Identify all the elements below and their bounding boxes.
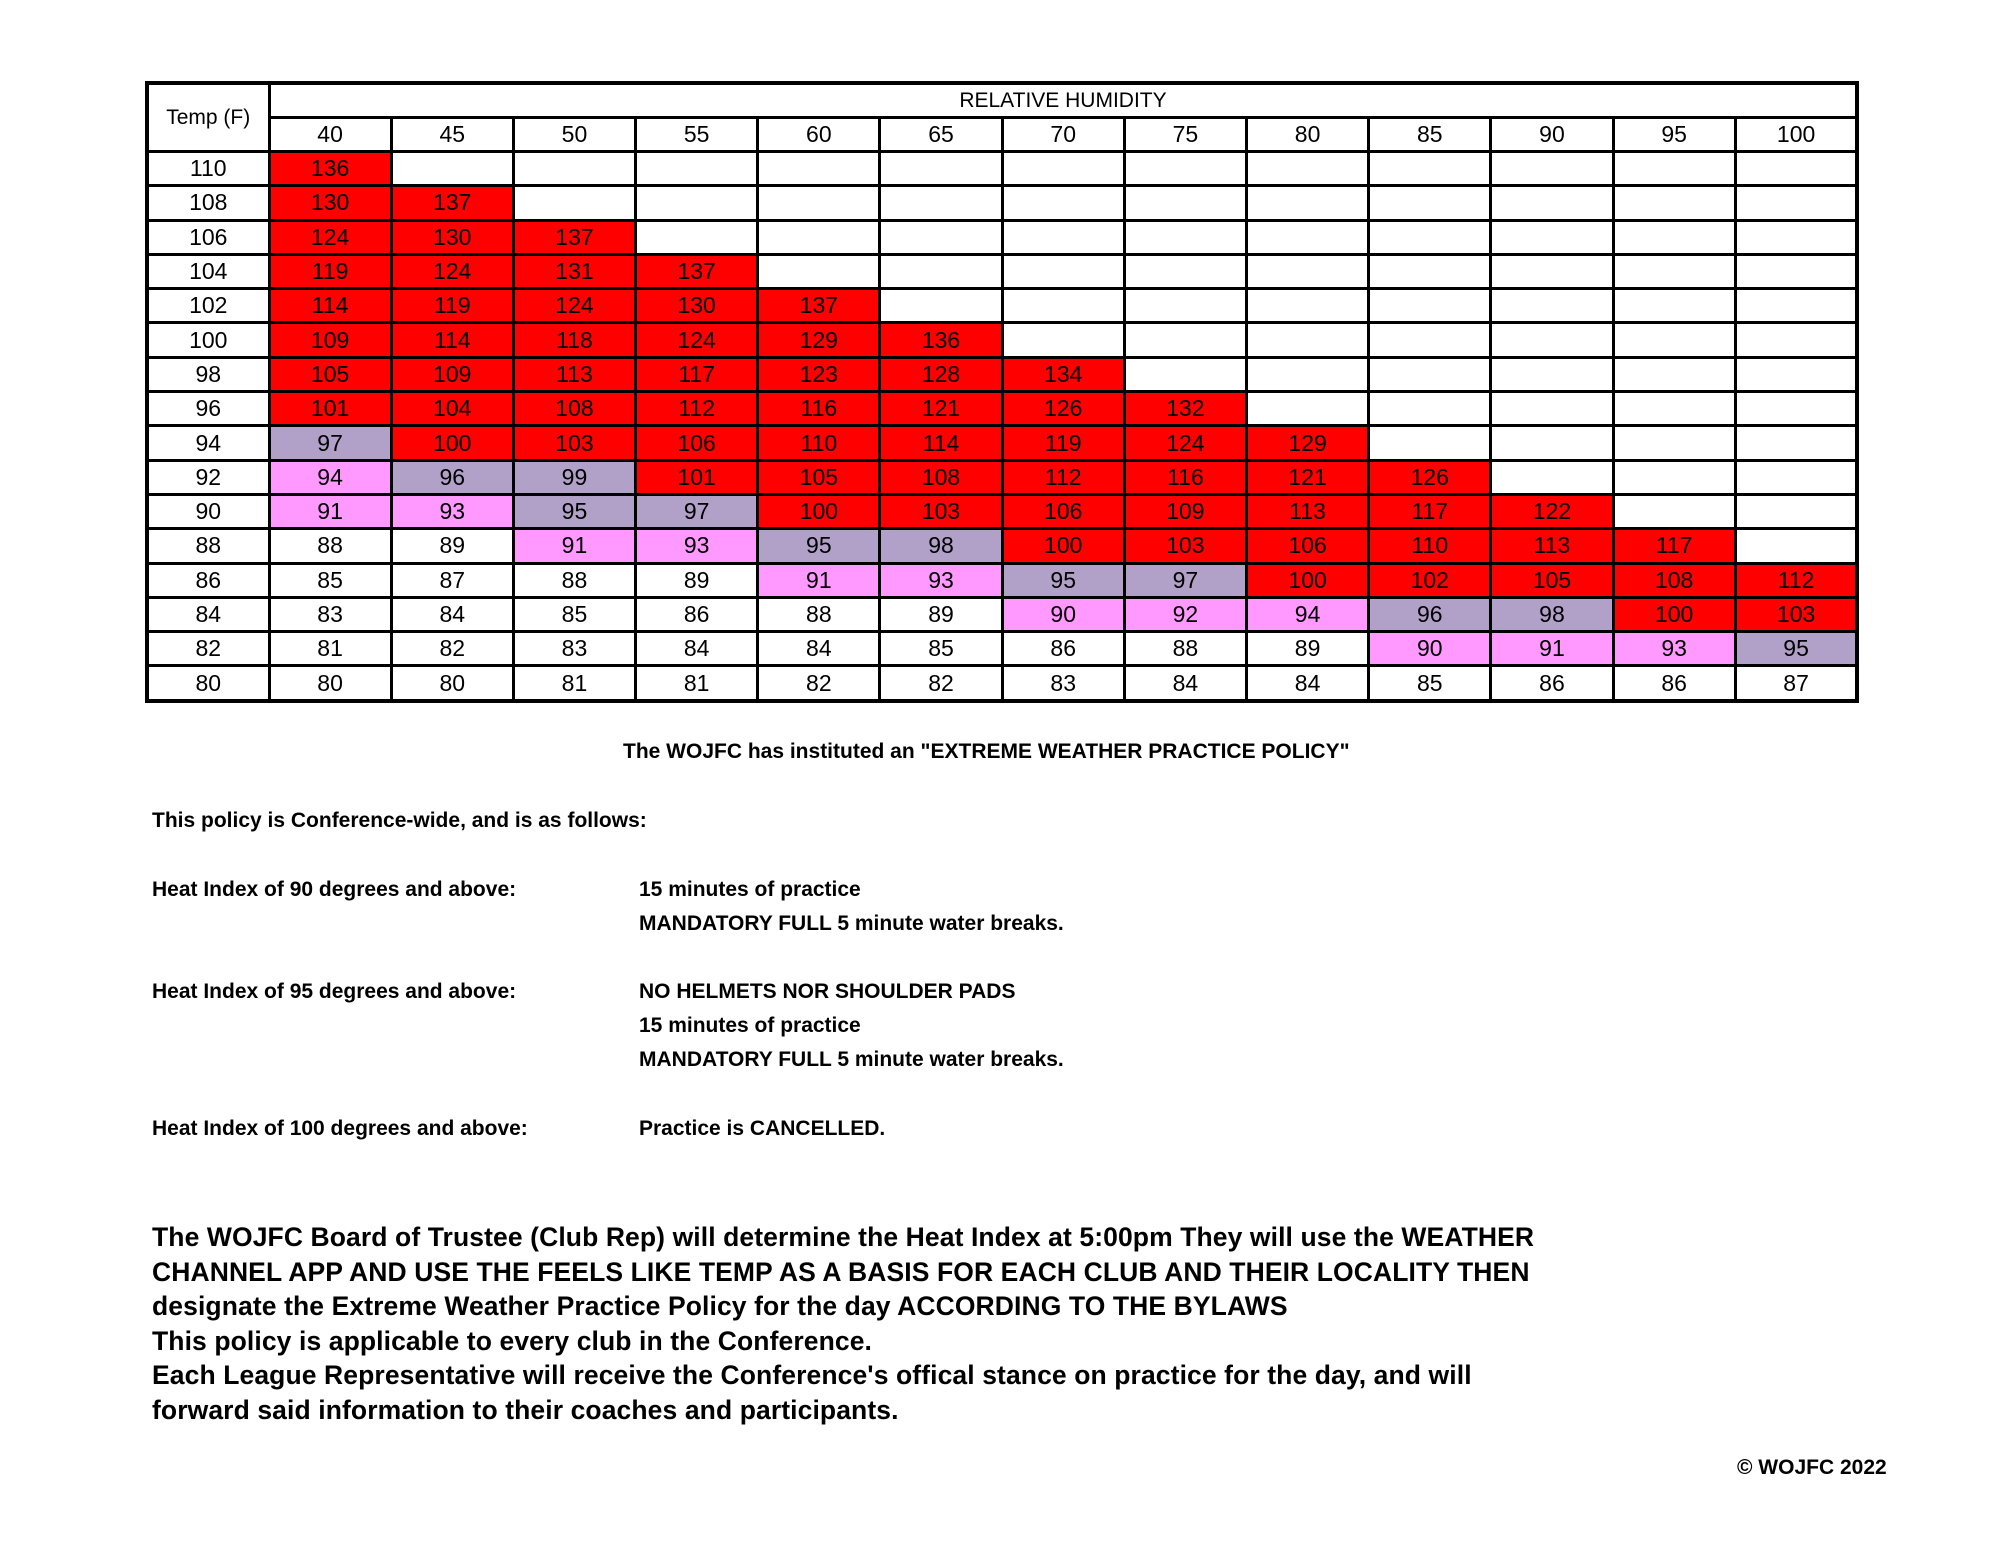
heat-index-cell: 124 [636,323,758,357]
notice-line: CHANNEL APP AND USE THE FEELS LIKE TEMP AS A BASIS FOR EACH CLUB AND THEIR LOCALITY THEN [152,1257,1530,1287]
heat-index-cell: 110 [758,426,880,460]
heat-index-cell [1124,357,1246,391]
heat-index-cell [1124,186,1246,220]
humidity-header-cell: 55 [636,118,758,152]
heat-index-cell: 113 [1491,529,1613,563]
heat-index-cell: 108 [1613,563,1735,597]
humidity-header-cell: 70 [1002,118,1124,152]
heat-index-cell [880,289,1002,323]
heat-index-cell: 112 [1002,460,1124,494]
heat-index-cell: 97 [269,426,391,460]
heat-index-cell [1613,460,1735,494]
notice-line: forward said information to their coaches and participants. [152,1395,899,1425]
heat-index-cell: 112 [1735,563,1857,597]
heat-index-cell: 89 [636,563,758,597]
heat-index-cell [1491,220,1613,254]
humidity-header-cell: 75 [1124,118,1246,152]
humidity-header-cell: 65 [880,118,1002,152]
heat-index-cell: 114 [391,323,513,357]
heat-index-cell: 123 [758,357,880,391]
heat-index-cell [1369,220,1491,254]
heat-index-cell: 102 [1369,563,1491,597]
level-95-label: Heat Index of 95 degrees and above: [152,980,517,1003]
heat-index-cell: 97 [1124,563,1246,597]
heat-index-cell: 131 [513,254,635,288]
heat-index-cell: 103 [513,426,635,460]
humidity-header-cell: 95 [1613,118,1735,152]
heat-index-cell: 116 [1124,460,1246,494]
heat-index-cell [1613,323,1735,357]
heat-index-cell: 122 [1491,494,1613,528]
heat-index-cell [1735,186,1857,220]
heat-index-cell [636,220,758,254]
heat-index-cell [1247,152,1369,186]
temp-cell: 86 [147,563,269,597]
temp-cell: 80 [147,666,269,701]
heat-index-cell [1369,357,1491,391]
heat-index-cell: 82 [880,666,1002,701]
heat-index-cell [1613,152,1735,186]
level-95-action: NO HELMETS NOR SHOULDER PADS [639,980,1016,1003]
heat-index-cell [1002,186,1124,220]
humidity-header-cell: 100 [1735,118,1857,152]
heat-index-cell: 85 [269,563,391,597]
heat-index-cell: 137 [391,186,513,220]
heat-index-cell [1735,152,1857,186]
heat-index-cell: 126 [1369,460,1491,494]
heat-index-cell [1491,323,1613,357]
heat-index-cell: 114 [880,426,1002,460]
heat-index-cell [1247,323,1369,357]
heat-index-cell: 119 [269,254,391,288]
heat-index-cell: 104 [391,392,513,426]
heat-index-cell: 106 [1247,529,1369,563]
heat-index-cell: 80 [391,666,513,701]
heat-index-cell: 82 [758,666,880,701]
heat-index-cell: 88 [513,563,635,597]
heat-index-cell: 88 [758,597,880,631]
heat-index-cell: 130 [391,220,513,254]
heat-index-cell [1735,220,1857,254]
heat-index-cell [758,152,880,186]
table-row [147,289,1857,323]
humidity-header-cell: 50 [513,118,635,152]
heat-index-cell: 100 [1613,597,1735,631]
notice-line: designate the Extreme Weather Practice Policy for the day ACCORDING TO THE BYLAWS [152,1291,1288,1321]
heat-index-cell [1491,357,1613,391]
heat-index-cell [1247,186,1369,220]
heat-index-cell [636,152,758,186]
heat-index-cell [1002,323,1124,357]
heat-index-cell: 130 [269,186,391,220]
heat-index-cell [1369,186,1491,220]
heat-index-cell [1735,426,1857,460]
heat-index-cell: 83 [1002,666,1124,701]
heat-index-cell: 119 [391,289,513,323]
heat-index-cell: 91 [269,494,391,528]
table-row [147,460,1857,494]
heat-index-cell: 101 [636,460,758,494]
heat-index-cell: 103 [880,494,1002,528]
heat-index-cell [1735,289,1857,323]
heat-index-cell: 132 [1124,392,1246,426]
heat-index-cell [1735,323,1857,357]
heat-index-cell: 100 [1002,529,1124,563]
heat-index-cell [1124,220,1246,254]
humidity-header-cell: 85 [1369,118,1491,152]
level-90-action: 15 minutes of practice [639,878,861,901]
heat-index-cell: 88 [269,529,391,563]
heat-index-cell [1735,254,1857,288]
heat-index-cell [758,254,880,288]
table-row [147,186,1857,220]
heat-index-cell [1247,392,1369,426]
temp-cell: 104 [147,254,269,288]
heat-index-cell [1491,186,1613,220]
heat-index-cell [1002,289,1124,323]
heat-index-cell [1491,152,1613,186]
heat-index-cell: 113 [1247,494,1369,528]
heat-index-cell: 81 [269,632,391,666]
heat-index-cell: 137 [636,254,758,288]
table-row [147,494,1857,528]
level-90-label: Heat Index of 90 degrees and above: [152,878,517,901]
heat-index-cell: 103 [1735,597,1857,631]
heat-index-cell: 83 [513,632,635,666]
heat-index-cell: 103 [1124,529,1246,563]
heat-index-cell: 106 [636,426,758,460]
heat-index-cell: 119 [1002,426,1124,460]
heat-index-cell [758,186,880,220]
heat-index-cell: 91 [1491,632,1613,666]
temp-cell: 94 [147,426,269,460]
heat-index-cell: 95 [513,494,635,528]
heat-index-cell [880,186,1002,220]
level-95-action: MANDATORY FULL 5 minute water breaks. [639,1048,1064,1071]
heat-index-cell: 137 [513,220,635,254]
heat-index-cell [1124,323,1246,357]
table-row [147,529,1857,563]
heat-index-cell [1247,357,1369,391]
heat-index-cell: 129 [758,323,880,357]
heat-index-cell: 96 [1369,597,1491,631]
humidity-header-cell: 80 [1247,118,1369,152]
heat-index-cell: 126 [1002,392,1124,426]
table-row [147,392,1857,426]
heat-index-cell [1369,392,1491,426]
heat-index-cell: 116 [758,392,880,426]
heat-index-cell [1613,289,1735,323]
heat-index-cell [1735,357,1857,391]
heat-index-cell: 84 [1124,666,1246,701]
level-90-action: MANDATORY FULL 5 minute water breaks. [639,912,1064,935]
humidity-header-cell: 90 [1491,118,1613,152]
humidity-header-row [147,118,1857,152]
heat-index-cell: 91 [758,563,880,597]
heat-index-cell [1613,426,1735,460]
heat-index-cell [1369,254,1491,288]
heat-index-cell: 89 [880,597,1002,631]
temp-header: Temp (F) [147,83,269,152]
heat-index-cell: 85 [880,632,1002,666]
heat-index-cell [1735,494,1857,528]
heat-index-cell [391,152,513,186]
heat-index-cell: 128 [880,357,1002,391]
table-row [147,152,1857,186]
heat-index-cell: 93 [1613,632,1735,666]
heat-index-cell [880,254,1002,288]
heat-index-cell [1735,460,1857,494]
relative-humidity-header: RELATIVE HUMIDITY [269,83,1857,118]
temp-cell: 92 [147,460,269,494]
heat-index-cell: 117 [1369,494,1491,528]
heat-index-cell: 109 [1124,494,1246,528]
heat-index-cell: 108 [513,392,635,426]
heat-index-cell: 90 [1002,597,1124,631]
heat-index-cell: 84 [391,597,513,631]
notice-line: The WOJFC Board of Trustee (Club Rep) will determine the Heat Index at 5:00pm They will use the WEATHER [152,1222,1535,1252]
level-95-action: 15 minutes of practice [639,1014,861,1037]
table-row [147,323,1857,357]
heat-index-cell: 137 [758,289,880,323]
heat-index-table [145,81,1859,703]
table-row [147,563,1857,597]
heat-index-cell: 130 [636,289,758,323]
heat-index-cell [1491,254,1613,288]
policy-intro: This policy is Conference-wide, and is as follows: [152,809,647,832]
heat-index-cell [1735,529,1857,563]
heat-index-cell: 93 [391,494,513,528]
heat-index-cell: 98 [1491,597,1613,631]
heat-index-cell [1002,220,1124,254]
heat-index-cell: 83 [269,597,391,631]
notice-line: Each League Representative will receive the Conference's offical stance on practice for the day, and will [152,1360,1472,1390]
heat-index-cell: 81 [513,666,635,701]
table-row [147,220,1857,254]
heat-index-cell: 114 [269,289,391,323]
heat-index-cell: 95 [1735,632,1857,666]
heat-index-cell [880,220,1002,254]
heat-index-cell [758,220,880,254]
heat-index-cell [1369,323,1491,357]
heat-index-cell: 95 [1002,563,1124,597]
heat-index-cell: 124 [1124,426,1246,460]
table-row [147,632,1857,666]
heat-index-cell: 93 [880,563,1002,597]
heat-index-cell [1002,152,1124,186]
heat-index-cell [1613,357,1735,391]
heat-index-cell: 86 [1002,632,1124,666]
heat-index-cell: 85 [1369,666,1491,701]
temp-cell: 84 [147,597,269,631]
heat-index-cell [1613,254,1735,288]
heat-index-cell: 117 [1613,529,1735,563]
heat-index-cell [1491,392,1613,426]
heat-index-cell: 93 [636,529,758,563]
heat-index-cell: 124 [391,254,513,288]
heat-index-cell [1124,152,1246,186]
heat-index-cell: 136 [269,152,391,186]
heat-index-cell [513,186,635,220]
heat-index-cell: 98 [880,529,1002,563]
heat-index-cell: 91 [513,529,635,563]
heat-index-cell: 100 [391,426,513,460]
heat-index-cell: 96 [391,460,513,494]
table-row [147,254,1857,288]
temp-cell: 106 [147,220,269,254]
temp-cell: 102 [147,289,269,323]
temp-cell: 88 [147,529,269,563]
heat-index-cell [1613,392,1735,426]
heat-index-cell: 100 [1247,563,1369,597]
heat-index-cell: 89 [391,529,513,563]
heat-index-cell: 90 [1369,632,1491,666]
heat-index-cell [1613,186,1735,220]
heat-index-cell: 85 [513,597,635,631]
heat-index-cell: 84 [636,632,758,666]
heat-index-cell: 94 [1247,597,1369,631]
temp-cell: 90 [147,494,269,528]
heat-index-cell: 121 [1247,460,1369,494]
level-100-label: Heat Index of 100 degrees and above: [152,1117,528,1140]
humidity-header-cell: 40 [269,118,391,152]
policy-title: The WOJFC has instituted an "EXTREME WEATHER PRACTICE POLICY" [623,740,1350,763]
heat-index-cell: 101 [269,392,391,426]
heat-index-cell [636,186,758,220]
table-row [147,426,1857,460]
temp-cell: 82 [147,632,269,666]
heat-index-cell: 108 [880,460,1002,494]
heat-index-cell [1124,254,1246,288]
heat-index-cell [1124,289,1246,323]
copyright: © WOJFC 2022 [1737,1456,1887,1479]
heat-index-cell: 105 [1491,563,1613,597]
heat-index-cell [513,152,635,186]
heat-index-cell [1247,254,1369,288]
heat-index-cell: 99 [513,460,635,494]
temp-cell: 110 [147,152,269,186]
heat-index-cell: 87 [1735,666,1857,701]
heat-index-cell: 95 [758,529,880,563]
humidity-header-cell: 60 [758,118,880,152]
heat-index-cell [1613,220,1735,254]
heat-index-cell [1491,289,1613,323]
heat-index-cell [1369,289,1491,323]
notice-line: This policy is applicable to every club in the Conference. [152,1326,873,1356]
heat-index-cell [1247,220,1369,254]
heat-index-cell: 113 [513,357,635,391]
heat-index-cell [1491,426,1613,460]
heat-index-cell: 97 [636,494,758,528]
heat-index-cell: 86 [1491,666,1613,701]
heat-index-cell: 117 [636,357,758,391]
heat-index-cell: 106 [1002,494,1124,528]
heat-index-cell [1613,494,1735,528]
table-row [147,666,1857,701]
heat-index-cell: 129 [1247,426,1369,460]
heat-index-cell: 80 [269,666,391,701]
heat-index-cell: 136 [880,323,1002,357]
heat-index-cell: 134 [1002,357,1124,391]
heat-index-cell: 112 [636,392,758,426]
heat-index-cell: 88 [1124,632,1246,666]
heat-index-cell: 81 [636,666,758,701]
heat-index-cell [1002,254,1124,288]
heat-index-cell: 110 [1369,529,1491,563]
heat-index-cell [1491,460,1613,494]
heat-index-cell: 109 [269,323,391,357]
heat-index-cell: 86 [1613,666,1735,701]
heat-index-cell: 89 [1247,632,1369,666]
table-row [147,597,1857,631]
heat-index-cell: 124 [513,289,635,323]
heat-index-cell [1735,392,1857,426]
heat-index-cell: 84 [1247,666,1369,701]
heat-index-cell: 87 [391,563,513,597]
heat-index-cell: 105 [269,357,391,391]
heat-index-cell: 121 [880,392,1002,426]
heat-index-cell: 124 [269,220,391,254]
temp-cell: 108 [147,186,269,220]
table-row [147,357,1857,391]
heat-index-cell: 84 [758,632,880,666]
heat-index-cell: 100 [758,494,880,528]
heat-index-cell [1369,426,1491,460]
heat-index-cell [880,152,1002,186]
heat-index-cell [1247,289,1369,323]
heat-index-cell: 94 [269,460,391,494]
humidity-header-cell: 45 [391,118,513,152]
heat-index-cell: 109 [391,357,513,391]
heat-index-cell: 92 [1124,597,1246,631]
heat-index-cell: 105 [758,460,880,494]
heat-index-cell: 82 [391,632,513,666]
level-100-action: Practice is CANCELLED. [639,1117,886,1140]
temp-cell: 96 [147,392,269,426]
heat-index-cell: 118 [513,323,635,357]
temp-cell: 100 [147,323,269,357]
temp-cell: 98 [147,357,269,391]
heat-index-cell: 86 [636,597,758,631]
heat-index-cell [1369,152,1491,186]
